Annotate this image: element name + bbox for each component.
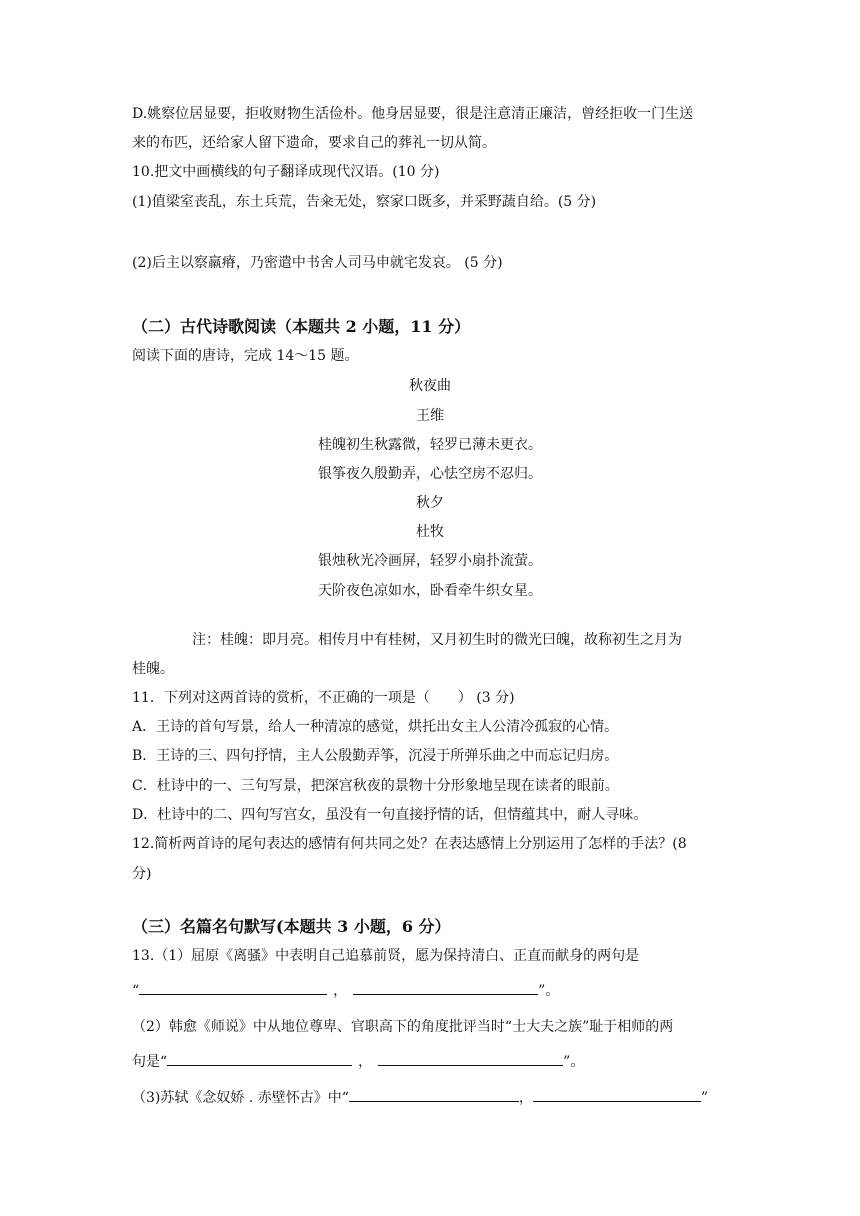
q13-2-blank-1[interactable]: [167, 1051, 352, 1066]
q13-2-comma: ，: [358, 1054, 373, 1070]
q13-3-blank-2[interactable]: [533, 1087, 701, 1102]
q13-2-answer-line: [132, 1051, 584, 1071]
q13-2-text: （2）韩愈《师说》中从地位尊卑、官职高下的角度批评当时“士大夫之族”耻于相师的两: [132, 1019, 674, 1035]
q13-3-close: ”: [700, 1090, 709, 1106]
q13-2-blank-2[interactable]: [378, 1051, 563, 1066]
q13-3-prefix: （3)苏轼《念奴娇 . 赤壁怀古》中“: [132, 1090, 349, 1106]
q13-2-prefix: 句是“: [132, 1054, 168, 1070]
q13-3-comma: ，: [518, 1090, 533, 1106]
poem2-title: 秋夕: [416, 495, 444, 511]
section2-instruction: 阅读下面的唐诗，完成 14～15 题。: [132, 348, 359, 364]
q13-3-line: [132, 1087, 708, 1107]
q13-1-answer-line: [132, 980, 559, 1000]
q13-1-blank-1[interactable]: [139, 980, 327, 995]
q13-1-open-quote: “: [132, 983, 140, 999]
poem1-author: 王维: [416, 408, 444, 424]
note-line2: 桂魄。: [132, 661, 174, 677]
q13-1-text: 13.（1）屈原《离骚》中表明自己追慕前贤，愿为保持清白、正直而献身的两句是: [132, 948, 640, 964]
q13-1-blank-2[interactable]: [353, 980, 538, 995]
section2-heading: （二）古代诗歌阅读（本题共 2 小题，11 分）: [132, 317, 471, 336]
poem2-line2: 天阶夜色凉如水，卧看牵牛织女星。: [318, 583, 542, 599]
q9-option-d-line2: 来的布匹，还给家人留下遗命，要求自己的葬礼一切从简。: [132, 135, 496, 151]
q9-option-d-line1: D.姚察位居显要，拒收财物生活俭朴。他身居显要，很是注意清正廉洁，曾经拒收一门生送: [132, 106, 694, 122]
q10-item2: (2)后主以察羸瘠，乃密遣中书舍人司马申就宅发哀。 (5 分): [132, 255, 503, 271]
q10-item1: (1)值梁室丧乱，东土兵荒，告籴无处，察家口既多，并采野蔬自给。(5 分): [132, 194, 597, 210]
poem2-author: 杜牧: [416, 524, 444, 540]
q13-2-close: ”。: [563, 1054, 585, 1070]
q10-stem: 10.把文中画横线的句子翻译成现代汉语。(10 分): [132, 164, 440, 180]
poem1-line2: 银筝夜久殷勤弄，心怯空房不忍归。: [318, 466, 542, 482]
q11-option-a: A．王诗的首句写景，给人一种清凉的感觉，烘托出女主人公清冷孤寂的心情。: [132, 719, 619, 735]
q13-1-comma: ，: [333, 983, 348, 999]
q12-line2: 分): [132, 866, 152, 882]
section3-heading: （三）名篇名句默写(本题共 3 小题，6 分）: [132, 917, 451, 936]
q12-line1: 12.简析两首诗的尾句表达的感情有何共同之处？在表达感情上分别运用了怎样的手法？(8: [132, 836, 687, 852]
q11-stem: 11．下列对这两首诗的赏析，不正确的一项是（ ） (3 分): [132, 690, 515, 706]
q11-option-b: B．王诗的三、四句抒情，主人公殷勤弄筝，沉浸于所弹乐曲之中而忘记归房。: [132, 748, 619, 764]
poem1-line1: 桂魄初生秋露微，轻罗已薄未更衣。: [318, 437, 542, 453]
poem2-line1: 银烛秋光冷画屏，轻罗小扇扑流萤。: [318, 553, 542, 569]
poem1-title: 秋夜曲: [409, 378, 451, 394]
q11-option-d: D．杜诗中的二、四句写宫女，虽没有一句直接抒情的话，但情蕴其中，耐人寻味。: [132, 807, 648, 823]
q13-1-close: ”。: [538, 983, 560, 999]
note-line1: 注：桂魄：即月亮。相传月中有桂树，又月初生时的微光曰魄，故称初生之月为: [192, 632, 682, 648]
q13-3-blank-1[interactable]: [349, 1087, 519, 1102]
q11-option-c: C．杜诗中的一、三句写景，把深宫秋夜的景物十分形象地呈现在读者的眼前。: [132, 778, 619, 794]
